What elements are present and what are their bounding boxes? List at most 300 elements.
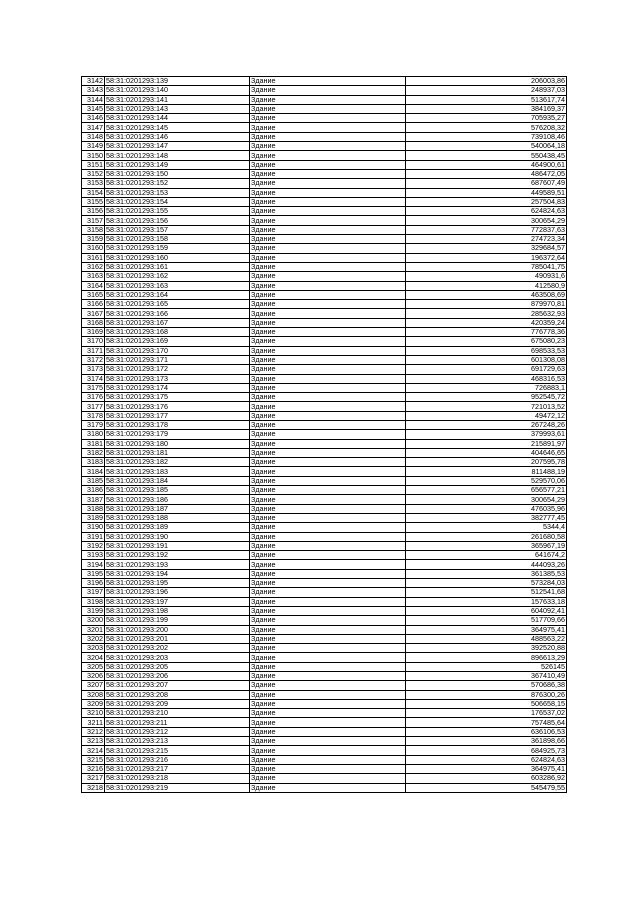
cadastral-value: 5344,4 [406,523,567,532]
cadastral-value: 464900,61 [406,160,567,169]
cadastral-value: 49472,12 [406,411,567,420]
cadastral-value: 576208,32 [406,123,567,132]
cadastral-number: 58:31:0201293:152 [105,179,250,188]
object-type: Здание [250,644,406,653]
cadastral-value: 513617,74 [406,95,567,104]
cadastral-number: 58:31:0201293:171 [105,355,250,364]
table-row [82,634,567,643]
table-row [82,625,567,634]
cadastral-number: 58:31:0201293:215 [105,746,250,755]
table-row [82,393,567,402]
cadastral-number: 58:31:0201293:190 [105,532,250,541]
object-type: Здание [250,755,406,764]
cadastral-number: 58:31:0201293:189 [105,523,250,532]
cadastral-number: 58:31:0201293:150 [105,169,250,178]
table-row [82,579,567,588]
table-row [82,123,567,132]
object-type: Здание [250,653,406,662]
cadastral-number: 58:31:0201293:180 [105,439,250,448]
cadastral-number: 58:31:0201293:177 [105,411,250,420]
cadastral-value: 488563,22 [406,634,567,643]
row-number: 3207 [82,681,105,690]
cadastral-number: 58:31:0201293:182 [105,458,250,467]
row-number: 3180 [82,430,105,439]
row-number: 3191 [82,532,105,541]
object-type: Здание [250,132,406,141]
object-type: Здание [250,95,406,104]
cadastral-value: 624824,63 [406,207,567,216]
object-type: Здание [250,727,406,736]
object-type: Здание [250,318,406,327]
cadastral-number: 58:31:0201293:155 [105,207,250,216]
cadastral-value: 641674,2 [406,551,567,560]
table-row [82,383,567,392]
object-type: Здание [250,458,406,467]
cadastral-number: 58:31:0201293:160 [105,253,250,262]
cadastral-number: 58:31:0201293:140 [105,86,250,95]
cadastral-value: 476035,96 [406,504,567,513]
cadastral-number: 58:31:0201293:176 [105,402,250,411]
cadastral-number: 58:31:0201293:183 [105,467,250,476]
object-type: Здание [250,606,406,615]
row-number: 3204 [82,653,105,662]
object-type: Здание [250,262,406,271]
row-number: 3167 [82,309,105,318]
cadastral-number: 58:31:0201293:141 [105,95,250,104]
object-type: Здание [250,244,406,253]
property-table [81,76,567,793]
object-type: Здание [250,365,406,374]
cadastral-value: 705935,27 [406,114,567,123]
cadastral-value: 721013,52 [406,402,567,411]
object-type: Здание [250,355,406,364]
cadastral-value: 772837,63 [406,225,567,234]
object-type: Здание [250,681,406,690]
row-number: 3215 [82,755,105,764]
row-number: 3201 [82,625,105,634]
row-number: 3195 [82,569,105,578]
cadastral-number: 58:31:0201293:191 [105,541,250,550]
row-number: 3217 [82,774,105,783]
table-row [82,95,567,104]
cadastral-value: 364975,41 [406,625,567,634]
table-row [82,114,567,123]
cadastral-number: 58:31:0201293:219 [105,783,250,792]
object-type: Здание [250,709,406,718]
table-row [82,644,567,653]
cadastral-value: 274723,34 [406,235,567,244]
object-type: Здание [250,662,406,671]
table-row [82,309,567,318]
object-type: Здание [250,179,406,188]
table-row [82,104,567,113]
object-type: Здание [250,672,406,681]
object-type: Здание [250,114,406,123]
row-number: 3156 [82,207,105,216]
cadastral-number: 58:31:0201293:185 [105,486,250,495]
cadastral-value: 550438,45 [406,151,567,160]
row-number: 3161 [82,253,105,262]
object-type: Здание [250,346,406,355]
table-row [82,737,567,746]
object-type: Здание [250,272,406,281]
cadastral-number: 58:31:0201293:187 [105,504,250,513]
cadastral-value: 420359,24 [406,318,567,327]
table-row [82,486,567,495]
cadastral-number: 58:31:0201293:179 [105,430,250,439]
object-type: Здание [250,300,406,309]
cadastral-number: 58:31:0201293:166 [105,309,250,318]
row-number: 3153 [82,179,105,188]
table-row [82,318,567,327]
object-type: Здание [250,402,406,411]
table-row [82,235,567,244]
cadastral-value: 367410,49 [406,672,567,681]
object-type: Здание [250,746,406,755]
row-number: 3210 [82,709,105,718]
row-number: 3160 [82,244,105,253]
cadastral-number: 58:31:0201293:218 [105,774,250,783]
cadastral-number: 58:31:0201293:149 [105,160,250,169]
cadastral-value: 952545,72 [406,393,567,402]
object-type: Здание [250,169,406,178]
row-number: 3182 [82,448,105,457]
cadastral-value: 545479,55 [406,783,567,792]
table-row [82,439,567,448]
table-row [82,783,567,792]
cadastral-number: 58:31:0201293:169 [105,337,250,346]
table-row [82,523,567,532]
object-type: Здание [250,448,406,457]
row-number: 3173 [82,365,105,374]
cadastral-number: 58:31:0201293:209 [105,699,250,708]
cadastral-value: 257504,83 [406,197,567,206]
cadastral-number: 58:31:0201293:168 [105,328,250,337]
table-row [82,560,567,569]
object-type: Здание [250,523,406,532]
row-number: 3209 [82,699,105,708]
cadastral-number: 58:31:0201293:198 [105,606,250,615]
table-row [82,420,567,429]
table-row [82,272,567,281]
row-number: 3213 [82,737,105,746]
table-row [82,588,567,597]
cadastral-number: 58:31:0201293:193 [105,560,250,569]
table-row [82,504,567,513]
cadastral-number: 58:31:0201293:157 [105,225,250,234]
cadastral-value: 529570,06 [406,476,567,485]
object-type: Здание [250,383,406,392]
object-type: Здание [250,541,406,550]
object-type: Здание [250,764,406,773]
object-type: Здание [250,699,406,708]
cadastral-number: 58:31:0201293:203 [105,653,250,662]
cadastral-number: 58:31:0201293:175 [105,393,250,402]
row-number: 3183 [82,458,105,467]
object-type: Здание [250,486,406,495]
table-row [82,569,567,578]
cadastral-number: 58:31:0201293:172 [105,365,250,374]
cadastral-value: 361898,66 [406,737,567,746]
cadastral-value: 486472,05 [406,169,567,178]
table-row [82,411,567,420]
row-number: 3157 [82,216,105,225]
table-row [82,160,567,169]
cadastral-number: 58:31:0201293:159 [105,244,250,253]
object-type: Здание [250,551,406,560]
row-number: 3174 [82,374,105,383]
object-type: Здание [250,104,406,113]
cadastral-value: 876300,26 [406,690,567,699]
cadastral-number: 58:31:0201293:213 [105,737,250,746]
table-row [82,709,567,718]
row-number: 3198 [82,597,105,606]
cadastral-value: 404646,65 [406,448,567,457]
cadastral-number: 58:31:0201293:194 [105,569,250,578]
cadastral-value: 468316,53 [406,374,567,383]
row-number: 3176 [82,393,105,402]
row-number: 3168 [82,318,105,327]
cadastral-number: 58:31:0201293:145 [105,123,250,132]
cadastral-value: 206003,86 [406,77,567,86]
object-type: Здание [250,467,406,476]
cadastral-value: 215891,97 [406,439,567,448]
table-row [82,77,567,86]
table-row [82,513,567,522]
table-row [82,132,567,141]
cadastral-number: 58:31:0201293:144 [105,114,250,123]
table-row [82,495,567,504]
row-number: 3188 [82,504,105,513]
row-number: 3151 [82,160,105,169]
cadastral-value: 329684,57 [406,244,567,253]
object-type: Здание [250,504,406,513]
row-number: 3216 [82,764,105,773]
cadastral-number: 58:31:0201293:216 [105,755,250,764]
table-row [82,86,567,95]
object-type: Здание [250,579,406,588]
cadastral-value: 896613,29 [406,653,567,662]
cadastral-number: 58:31:0201293:174 [105,383,250,392]
cadastral-number: 58:31:0201293:200 [105,625,250,634]
row-number: 3146 [82,114,105,123]
row-number: 3202 [82,634,105,643]
cadastral-value: 248937,03 [406,86,567,95]
table-row [82,188,567,197]
cadastral-number: 58:31:0201293:163 [105,281,250,290]
row-number: 3214 [82,746,105,755]
cadastral-number: 58:31:0201293:170 [105,346,250,355]
row-number: 3158 [82,225,105,234]
row-number: 3170 [82,337,105,346]
cadastral-number: 58:31:0201293:148 [105,151,250,160]
cadastral-value: 300654,29 [406,216,567,225]
cadastral-number: 58:31:0201293:212 [105,727,250,736]
row-number: 3143 [82,86,105,95]
row-number: 3178 [82,411,105,420]
cadastral-number: 58:31:0201293:205 [105,662,250,671]
table-row [82,541,567,550]
cadastral-value: 207595,78 [406,458,567,467]
table-row [82,365,567,374]
cadastral-number: 58:31:0201293:208 [105,690,250,699]
cadastral-value: 176537,02 [406,709,567,718]
table-row [82,448,567,457]
table-row [82,476,567,485]
row-number: 3169 [82,328,105,337]
object-type: Здание [250,197,406,206]
row-number: 3196 [82,579,105,588]
object-type: Здание [250,207,406,216]
row-number: 3218 [82,783,105,792]
table-row [82,597,567,606]
object-type: Здание [250,253,406,262]
cadastral-number: 58:31:0201293:197 [105,597,250,606]
cadastral-value: 604092,41 [406,606,567,615]
object-type: Здание [250,328,406,337]
row-number: 3185 [82,476,105,485]
cadastral-value: 526145 [406,662,567,671]
cadastral-value: 392520,88 [406,644,567,653]
cadastral-value: 285632,93 [406,309,567,318]
cadastral-number: 58:31:0201293:164 [105,290,250,299]
object-type: Здание [250,337,406,346]
row-number: 3172 [82,355,105,364]
cadastral-value: 636106,53 [406,727,567,736]
row-number: 3187 [82,495,105,504]
cadastral-number: 58:31:0201293:202 [105,644,250,653]
cadastral-value: 570686,38 [406,681,567,690]
row-number: 3163 [82,272,105,281]
cadastral-value: 364975,41 [406,764,567,773]
cadastral-number: 58:31:0201293:147 [105,142,250,151]
cadastral-number: 58:31:0201293:184 [105,476,250,485]
cadastral-value: 384169,37 [406,104,567,113]
object-type: Здание [250,774,406,783]
row-number: 3175 [82,383,105,392]
row-number: 3193 [82,551,105,560]
cadastral-value: 624824,63 [406,755,567,764]
row-number: 3152 [82,169,105,178]
cadastral-value: 675080,23 [406,337,567,346]
object-type: Здание [250,569,406,578]
object-type: Здание [250,188,406,197]
row-number: 3154 [82,188,105,197]
cadastral-value: 698533,53 [406,346,567,355]
cadastral-number: 58:31:0201293:201 [105,634,250,643]
object-type: Здание [250,476,406,485]
table-row [82,207,567,216]
table-row [82,179,567,188]
row-number: 3159 [82,235,105,244]
object-type: Здание [250,430,406,439]
row-number: 3177 [82,402,105,411]
table-row [82,253,567,262]
cadastral-value: 603286,92 [406,774,567,783]
table-row [82,467,567,476]
object-type: Здание [250,309,406,318]
cadastral-number: 58:31:0201293:181 [105,448,250,457]
cadastral-number: 58:31:0201293:153 [105,188,250,197]
object-type: Здание [250,393,406,402]
row-number: 3148 [82,132,105,141]
cadastral-number: 58:31:0201293:195 [105,579,250,588]
row-number: 3147 [82,123,105,132]
table-row [82,755,567,764]
table-row [82,281,567,290]
object-type: Здание [250,718,406,727]
table-row [82,774,567,783]
object-type: Здание [250,690,406,699]
object-type: Здание [250,225,406,234]
row-number: 3179 [82,420,105,429]
cadastral-number: 58:31:0201293:178 [105,420,250,429]
object-type: Здание [250,588,406,597]
cadastral-number: 58:31:0201293:158 [105,235,250,244]
object-type: Здание [250,411,406,420]
object-type: Здание [250,513,406,522]
table-row [82,662,567,671]
cadastral-value: 656577,21 [406,486,567,495]
cadastral-number: 58:31:0201293:154 [105,197,250,206]
object-type: Здание [250,420,406,429]
object-type: Здание [250,560,406,569]
cadastral-number: 58:31:0201293:161 [105,262,250,271]
cadastral-value: 811488,19 [406,467,567,476]
row-number: 3186 [82,486,105,495]
row-number: 3150 [82,151,105,160]
object-type: Здание [250,439,406,448]
row-number: 3190 [82,523,105,532]
object-type: Здание [250,160,406,169]
cadastral-value: 490931,6 [406,272,567,281]
cadastral-value: 726883,1 [406,383,567,392]
object-type: Здание [250,216,406,225]
table-row [82,699,567,708]
cadastral-value: 601308,08 [406,355,567,364]
object-type: Здание [250,737,406,746]
table-row [82,262,567,271]
table-row [82,169,567,178]
row-number: 3199 [82,606,105,615]
object-type: Здание [250,616,406,625]
row-number: 3184 [82,467,105,476]
cadastral-number: 58:31:0201293:210 [105,709,250,718]
table-row [82,653,567,662]
cadastral-value: 261680,58 [406,532,567,541]
cadastral-number: 58:31:0201293:206 [105,672,250,681]
table-row [82,551,567,560]
cadastral-number: 58:31:0201293:199 [105,616,250,625]
cadastral-value: 196372,64 [406,253,567,262]
cadastral-value: 412580,9 [406,281,567,290]
cadastral-value: 573284,03 [406,579,567,588]
cadastral-number: 58:31:0201293:173 [105,374,250,383]
cadastral-value: 540064,18 [406,142,567,151]
table-row [82,718,567,727]
cadastral-value: 785041,75 [406,262,567,271]
object-type: Здание [250,634,406,643]
object-type: Здание [250,290,406,299]
table-row [82,337,567,346]
table-row [82,374,567,383]
row-number: 3164 [82,281,105,290]
table-row [82,290,567,299]
object-type: Здание [250,235,406,244]
table-row [82,690,567,699]
table-row [82,458,567,467]
table-row [82,151,567,160]
